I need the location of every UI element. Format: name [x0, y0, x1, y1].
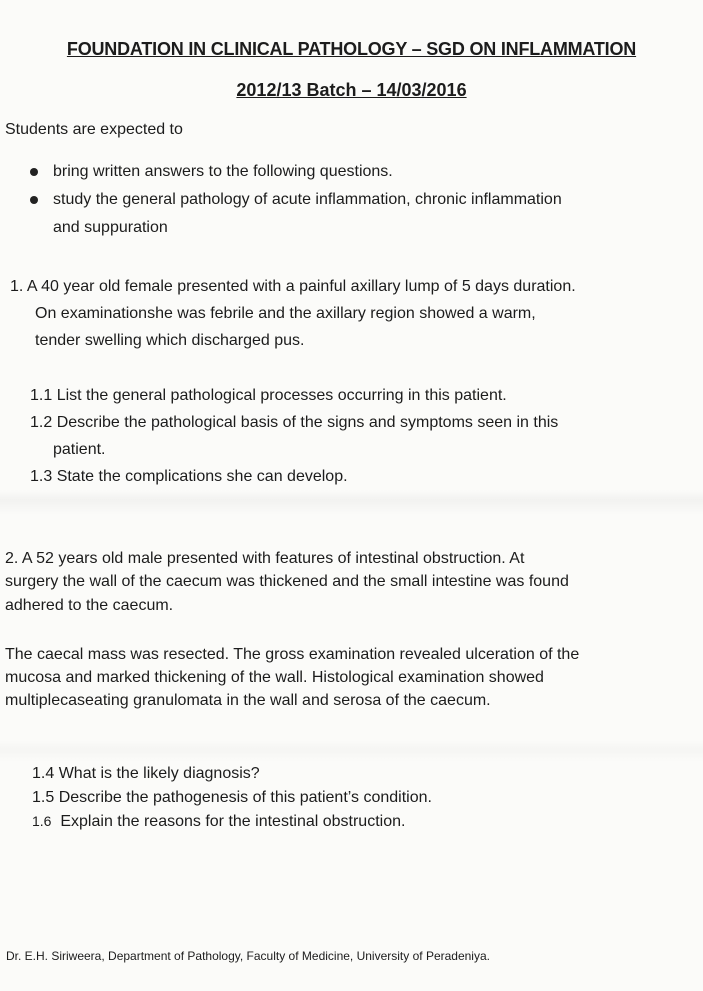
batch-date-subtitle: 2012/13 Batch – 14/03/2016	[236, 80, 467, 100]
intro-bullet: study the general pathology of acute inflammation, chronic inflammation	[53, 191, 562, 208]
question-2-detail-line: mucosa and marked thickening of the wall. Histological examination showed	[5, 669, 544, 686]
sub-question-1-2: 1.2 Describe the pathological basis of the signs and symptoms seen in this	[30, 414, 559, 431]
question-2-line: surgery the wall of the caecum was thickened and the small intestine was found	[5, 573, 569, 590]
sub-question-1-6	[32, 811, 405, 832]
question-1-line: tender swelling which discharged pus.	[35, 332, 305, 349]
document-title: FOUNDATION IN CLINICAL PATHOLOGY – SGD ON INFLAMMATION	[66, 39, 637, 59]
intro-lead: Students are expected to	[5, 121, 183, 138]
bullet-dot-icon	[30, 196, 38, 204]
question-2-line: 2. A 52 years old male presented with features of intestinal obstruction. At	[5, 550, 525, 567]
question-1-line: On examinationshe was febrile and the axillary region showed a warm,	[35, 305, 536, 322]
question-1-line: 1. A 40 year old female presented with a painful axillary lump of 5 days duration.	[10, 278, 576, 295]
sub-question-text: Explain the reasons for the intestinal obstruction.	[60, 813, 406, 830]
sub-question-1-3: 1.3 State the complications she can develop.	[30, 468, 348, 485]
question-2-detail-line: The caecal mass was resected. The gross examination revealed ulceration of the	[5, 646, 580, 663]
bullet-dot-icon	[30, 168, 38, 176]
sub-question-1-5: 1.5 Describe the pathogenesis of this patient’s condition.	[32, 789, 432, 806]
intro-bullet-continuation: and suppuration	[53, 219, 168, 236]
sub-question-1-2-continuation: patient.	[53, 441, 106, 458]
sub-question-1-4: 1.4 What is the likely diagnosis?	[32, 765, 260, 782]
question-2-detail-line: multiplecaseating granulomata in the wall and serosa of the caecum.	[5, 692, 491, 709]
sub-question-1-1: 1.1 List the general pathological processes occurring in this patient.	[30, 387, 507, 404]
question-2-line: adhered to the caecum.	[5, 597, 174, 614]
intro-bullet: bring written answers to the following questions.	[53, 163, 393, 180]
sub-question-number: 1.6	[32, 813, 52, 829]
author-credit: Dr. E.H. Siriweera, Department of Pathology, Faculty of Medicine, University of Peradeniya.	[6, 949, 490, 963]
